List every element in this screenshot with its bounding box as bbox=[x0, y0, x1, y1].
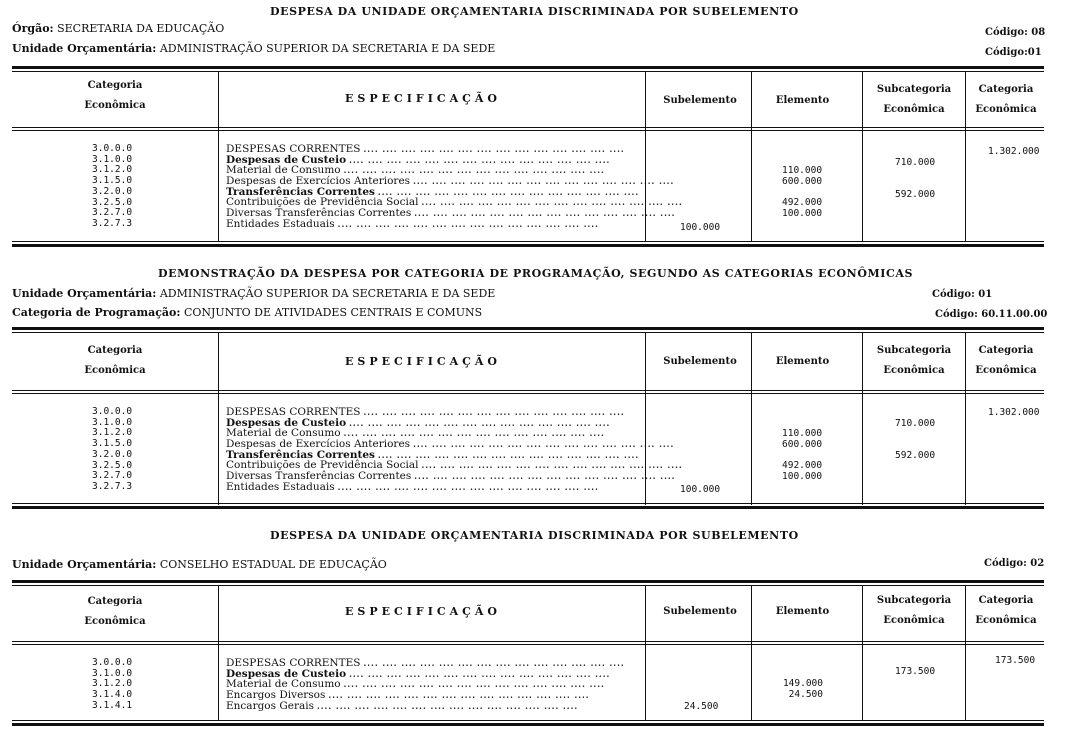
leader-dots: .... .... .... .... .... .... .... .... .... .... .... .... .... .... bbox=[349, 417, 611, 428]
leader-dots: .... .... .... .... .... .... .... .... .... .... .... .... .... .... bbox=[363, 658, 625, 668]
leader-dots: .... .... .... .... .... .... .... .... .... .... .... .... .... .... bbox=[421, 197, 683, 208]
header-categoria-economica bbox=[968, 341, 1044, 381]
leader-dots: .... .... .... .... .... .... .... .... .... .... .... .... .... .... bbox=[363, 144, 625, 154]
spec-column bbox=[226, 143, 683, 230]
unidade-code: Código:01 bbox=[985, 47, 1042, 58]
spec-column bbox=[226, 406, 683, 493]
orgao-code: Código: 08 bbox=[985, 27, 1046, 38]
header-catecon-label: Categoria bbox=[978, 84, 1034, 95]
spec-label: Despesas de Custeio bbox=[226, 416, 347, 429]
leader-dots: .... .... .... .... .... .... .... .... .... .... .... .... .... .... bbox=[421, 460, 683, 471]
spec-label: Contribuições de Previdência Social bbox=[226, 196, 419, 209]
header-catecon-economica-label: Econômica bbox=[975, 104, 1037, 115]
leader-dots: .... .... .... .... .... .... .... .... .... .... .... .... .... .... bbox=[413, 439, 675, 450]
col-divider bbox=[751, 72, 752, 242]
header-subcategoria bbox=[865, 80, 963, 120]
header-categoria-label: Categoria bbox=[87, 80, 143, 91]
table-rule bbox=[12, 327, 1044, 330]
col-divider bbox=[218, 72, 219, 242]
header-subcategoria-economica-label: Econômica bbox=[883, 104, 945, 115]
spec-label: Encargos Gerais bbox=[226, 699, 314, 712]
leader-dots: .... .... .... .... .... .... .... .... .... .... .... .... .... .... bbox=[343, 428, 605, 439]
header-categoria bbox=[60, 76, 170, 116]
col-divider bbox=[862, 333, 863, 505]
header-subcategoria-label: Subcategoria bbox=[876, 595, 952, 606]
header-subelemento: Subelemento bbox=[663, 606, 737, 617]
categoria-programacao-line bbox=[12, 306, 482, 319]
unidade-code: Código: 02 bbox=[984, 558, 1045, 569]
subelemento-value: 100.000 bbox=[680, 222, 721, 233]
header-catecon-economica-label: Econômica bbox=[975, 365, 1037, 376]
header-categoria-economica bbox=[968, 591, 1044, 631]
section1-title: DESPESA DA UNIDADE ORÇAMENTARIA DISCRIMINADA POR SUBELEMENTO bbox=[270, 5, 799, 18]
spec-label: Entidades Estaduais bbox=[226, 480, 335, 493]
spec-label: DESPESAS CORRENTES bbox=[226, 143, 361, 155]
elemento-values: 110.000 600.000 492.000 100.000 bbox=[782, 165, 823, 219]
unidade-value: ADMINISTRAÇÃO SUPERIOR DA SECRETARIA E DA SEDE bbox=[159, 287, 496, 300]
categoria-programacao-value: CONJUNTO DE ATIVIDADES CENTRAIS E COMUNS bbox=[183, 306, 483, 319]
spec-label: Despesas de Custeio bbox=[226, 153, 347, 166]
header-elemento: Elemento bbox=[775, 356, 830, 367]
orgao-label: Órgão: bbox=[12, 22, 54, 35]
spec-label: Diversas Transferências Correntes bbox=[226, 207, 412, 220]
header-economica-label: Econômica bbox=[84, 616, 146, 627]
col-divider bbox=[645, 586, 646, 720]
orgao-value: SECRETARIA DA EDUCAÇÃO bbox=[57, 22, 225, 35]
table-rule bbox=[12, 641, 1044, 642]
leader-dots: .... .... .... .... .... .... .... .... .... .... .... .... .... .... bbox=[413, 176, 675, 187]
categoria-economica-value: 1.302.000 bbox=[988, 407, 1040, 418]
section3-title: DESPESA DA UNIDADE ORÇAMENTARIA DISCRIMINADA POR SUBELEMENTO bbox=[270, 529, 799, 542]
spec-label: Despesas de Custeio bbox=[226, 667, 347, 680]
subelemento-value: 24.500 bbox=[684, 701, 719, 712]
table-rule bbox=[12, 390, 1044, 391]
header-subelemento: Subelemento bbox=[663, 95, 737, 106]
leader-dots: .... .... .... .... .... .... .... .... .... .... .... .... .... .... bbox=[337, 218, 599, 229]
table-rule bbox=[12, 66, 1044, 69]
unidade-line-2 bbox=[12, 287, 495, 300]
spec-row bbox=[226, 219, 638, 230]
col-divider bbox=[965, 586, 966, 720]
leader-dots: .... .... .... .... .... .... .... .... .... .... .... .... .... .... bbox=[343, 679, 605, 690]
categoria-programacao-label: Categoria de Programação: bbox=[12, 306, 181, 319]
orgao-line bbox=[12, 22, 224, 35]
subelemento-value: 100.000 bbox=[680, 484, 721, 495]
table-rule bbox=[12, 506, 1044, 509]
header-subcategoria-label: Subcategoria bbox=[876, 84, 952, 95]
col-divider bbox=[965, 72, 966, 242]
subcategoria-value: 710.000 bbox=[895, 418, 936, 429]
table-rule bbox=[12, 720, 1044, 721]
spec-label: Despesas de Exercícios Anteriores bbox=[226, 175, 411, 188]
spec-column bbox=[226, 658, 638, 711]
header-especificacao: ESPECIFICAÇÃO bbox=[345, 92, 502, 105]
col-divider bbox=[218, 586, 219, 720]
header-subcategoria-economica-label: Econômica bbox=[883, 365, 945, 376]
header-subelemento: Subelemento bbox=[663, 356, 737, 367]
spec-label: DESPESAS CORRENTES bbox=[226, 406, 361, 418]
table-rule bbox=[12, 585, 1044, 586]
unidade-line-1 bbox=[12, 42, 495, 55]
subcategoria-value: 173.500 bbox=[895, 666, 936, 677]
unidade-value: CONSELHO ESTADUAL DE EDUCAÇÃO bbox=[159, 558, 387, 571]
spec-label: Material de Consumo bbox=[226, 427, 341, 440]
categoria-economica-value: 173.500 bbox=[995, 655, 1036, 666]
header-subcategoria-label: Subcategoria bbox=[876, 345, 952, 356]
spec-label: Entidades Estaduais bbox=[226, 217, 335, 230]
col-divider bbox=[965, 333, 966, 505]
table-rule bbox=[12, 332, 1044, 333]
leader-dots: .... .... .... .... .... .... .... .... .... .... .... .... .... .... bbox=[363, 407, 625, 417]
unidade-line-3 bbox=[12, 558, 387, 571]
header-especificacao: ESPECIFICAÇÃO bbox=[345, 605, 502, 618]
header-subcategoria bbox=[865, 591, 963, 631]
header-categoria-label: Categoria bbox=[87, 345, 143, 356]
spec-label: Despesas de Exercícios Anteriores bbox=[226, 438, 411, 451]
table-rule bbox=[12, 127, 1044, 128]
header-categoria-label: Categoria bbox=[87, 596, 143, 607]
leader-dots: .... .... .... .... .... .... .... .... .... .... .... .... .... .... bbox=[343, 165, 605, 176]
header-categoria-economica bbox=[968, 80, 1044, 120]
header-especificacao: ESPECIFICAÇÃO bbox=[345, 355, 502, 368]
leader-dots: .... .... .... .... .... .... .... .... .... .... .... .... .... .... bbox=[349, 154, 611, 165]
spec-label: Material de Consumo bbox=[226, 678, 341, 691]
leader-dots: .... .... .... .... .... .... .... .... .... .... .... .... .... .... bbox=[328, 690, 590, 701]
spec-label: Transferências Correntes bbox=[226, 185, 375, 198]
subcategoria-value: 710.000 bbox=[895, 157, 936, 168]
col-divider bbox=[218, 333, 219, 505]
table-rule bbox=[12, 503, 1044, 504]
spec-label: DESPESAS CORRENTES bbox=[226, 657, 361, 669]
spec-label: Diversas Transferências Correntes bbox=[226, 470, 412, 483]
header-elemento: Elemento bbox=[775, 606, 830, 617]
header-catecon-economica-label: Econômica bbox=[975, 615, 1037, 626]
categoria-economica-value: 1.302.000 bbox=[988, 146, 1040, 157]
header-subcategoria-economica-label: Econômica bbox=[883, 615, 945, 626]
leader-dots: .... .... .... .... .... .... .... .... .... .... .... .... .... .... bbox=[414, 208, 676, 219]
spec-label: Encargos Diversos bbox=[226, 689, 326, 702]
leader-dots: .... .... .... .... .... .... .... .... .... .... .... .... .... .... bbox=[377, 449, 640, 460]
table-rule bbox=[12, 71, 1044, 72]
header-elemento: Elemento bbox=[775, 95, 830, 106]
spec-row bbox=[226, 701, 638, 712]
spec-label: Contribuições de Previdência Social bbox=[226, 459, 419, 472]
leader-dots: .... .... .... .... .... .... .... .... .... .... .... .... .... .... bbox=[414, 471, 676, 482]
spec-label: Material de Consumo bbox=[226, 164, 341, 177]
table-rule bbox=[12, 723, 1044, 726]
codes-column: 3.0.0.0 3.1.0.0 3.1.2.0 3.1.5.0 3.2.0.0 3.2.5.0 3.2.7.0 3.2.7.3 bbox=[92, 406, 133, 492]
categoria-programacao-code: Código: 60.11.00.00 bbox=[935, 309, 1048, 320]
unidade-label: Unidade Orçamentária: bbox=[12, 287, 157, 300]
table-rule bbox=[12, 393, 1044, 394]
unidade-value: ADMINISTRAÇÃO SUPERIOR DA SECRETARIA E DA SEDE bbox=[159, 42, 496, 55]
unidade-label: Unidade Orçamentária: bbox=[12, 42, 157, 55]
leader-dots: .... .... .... .... .... .... .... .... .... .... .... .... .... .... bbox=[316, 700, 579, 711]
table-rule bbox=[12, 130, 1044, 131]
leader-dots: .... .... .... .... .... .... .... .... .... .... .... .... .... .... bbox=[377, 186, 640, 197]
unidade-code: Código: 01 bbox=[932, 289, 993, 300]
subcategoria-value: 592.000 bbox=[895, 450, 936, 461]
header-economica-label: Econômica bbox=[84, 365, 146, 376]
leader-dots: .... .... .... .... .... .... .... .... .... .... .... .... .... .... bbox=[337, 481, 599, 492]
table-rule bbox=[12, 241, 1044, 242]
table-rule bbox=[12, 244, 1044, 247]
elemento-values: 110.000 600.000 492.000 100.000 bbox=[782, 428, 823, 482]
header-categoria bbox=[60, 592, 170, 632]
unidade-label: Unidade Orçamentária: bbox=[12, 558, 157, 571]
leader-dots: .... .... .... .... .... .... .... .... .... .... .... .... .... .... bbox=[349, 668, 611, 679]
section2-title: DEMONSTRAÇÃO DA DESPESA POR CATEGORIA DE PROGRAMAÇÃO, SEGUNDO AS CATEGORIAS ECONÔMICAS bbox=[158, 267, 914, 280]
codes-column: 3.0.0.0 3.1.0.0 3.1.2.0 3.1.4.0 3.1.4.1 bbox=[92, 657, 133, 711]
header-categoria bbox=[60, 341, 170, 381]
col-divider bbox=[751, 586, 752, 720]
table-rule bbox=[12, 644, 1044, 645]
spec-row bbox=[226, 482, 638, 493]
header-catecon-label: Categoria bbox=[978, 345, 1034, 356]
col-divider bbox=[862, 586, 863, 720]
spec-label: Transferências Correntes bbox=[226, 448, 375, 461]
header-catecon-label: Categoria bbox=[978, 595, 1034, 606]
col-divider bbox=[862, 72, 863, 242]
codes-column: 3.0.0.0 3.1.0.0 3.1.2.0 3.1.5.0 3.2.0.0 3.2.5.0 3.2.7.0 3.2.7.3 bbox=[92, 143, 133, 229]
header-economica-label: Econômica bbox=[84, 100, 146, 111]
col-divider bbox=[751, 333, 752, 505]
header-subcategoria bbox=[865, 341, 963, 381]
subcategoria-value: 592.000 bbox=[895, 189, 936, 200]
table-rule bbox=[12, 580, 1044, 583]
elemento-values: 149.000 24.500 bbox=[782, 678, 823, 700]
